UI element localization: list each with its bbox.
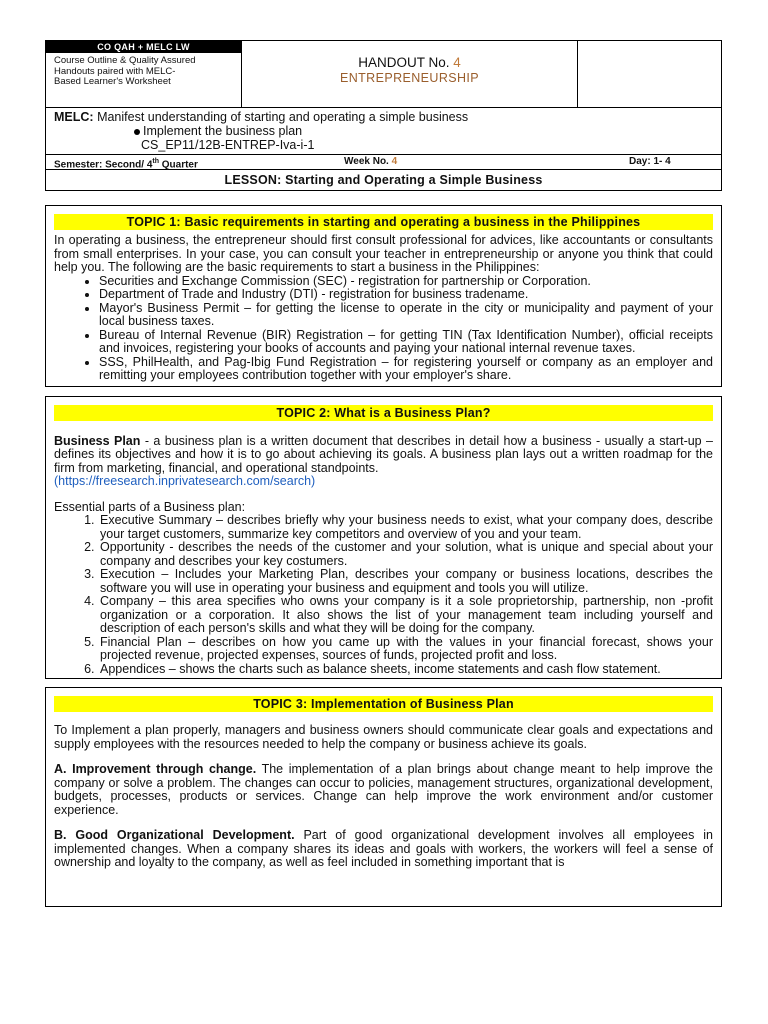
- melc-block: [45, 107, 722, 154]
- requirements-list: [54, 275, 713, 383]
- melc-label: MELC:: [54, 110, 94, 124]
- header-description: [46, 53, 241, 88]
- melc-code: CS_EP11/12B-ENTREP-Iva-i-1: [141, 138, 315, 152]
- melc-line: [54, 110, 715, 124]
- business-plan-definition: [54, 435, 713, 476]
- list-item: 5. Financial Plan – describes on how you came up with the values in your financial forecast, shows your projected revenue, projected expenses, sources of funds, projected profit and loss.: [98, 636, 713, 663]
- topic2-section: [45, 396, 722, 680]
- bullet-icon: [134, 129, 140, 135]
- topic3-title: TOPIC 3: Implementation of Business Plan: [54, 696, 713, 712]
- semester-quarter: Quarter: [158, 159, 198, 171]
- list-item: • Mayor's Business Permit – for getting the license to operate in the city or municipality and payment of your local business taxes.: [99, 302, 713, 329]
- topic1-section: [45, 205, 722, 387]
- week-label: Week No.: [344, 156, 389, 167]
- list-item: • Bureau of Internal Revenue (BIR) Registration – for getting TIN (Tax Identification Number), official receipts and invoices, registering your books of accounts and paying your national internal revenue taxes.: [99, 329, 713, 356]
- organizational-paragraph: [54, 829, 713, 870]
- topic1-intro: In operating a business, the entrepreneur should first consult professional for advices, like accountants or consultants from small enterprises. In your case, you can consult your teacher in entrepreneurship or anyone you think that could help you. The following are the basic requirements to start a business in the Philippines:: [54, 233, 713, 274]
- business-plan-term: Business Plan: [54, 433, 141, 448]
- melc-bullet: Implement the business plan: [143, 124, 303, 138]
- day-info: Day: 1- 4: [629, 156, 671, 167]
- handout-number: 4: [453, 55, 461, 70]
- header-right-cell: [578, 41, 721, 107]
- header-left-cell: [46, 41, 242, 107]
- list-item: 2. Opportunity - describes the needs of the customer and your solution, what is unique and special about your company and describes your key costumers.: [98, 541, 713, 568]
- header-title-cell: [242, 41, 578, 107]
- melc-bullet-line: [54, 124, 715, 138]
- business-plan-text: - a business plan is a written document that describes in detail how a business - usually a start-up – defines its objectives and how it is to go about achieving its goals. A business plan lays out a written roadmap for the firm from marketing, financial, and operational standpoints.: [54, 433, 714, 475]
- topic1-title: TOPIC 1: Basic requirements in starting and operating a business in the Philippines: [54, 214, 713, 230]
- semester-info: [54, 155, 344, 169]
- week-info: [344, 155, 629, 169]
- list-item: 1. Executive Summary – describes briefly why your business needs to exist, what your company does, describe your target customers, summarize key competitors and overview of you and your team.: [98, 514, 713, 541]
- list-item: • Department of Trade and Industry (DTI) - registration for business tradename.: [99, 288, 713, 302]
- lesson-title: LESSON: Starting and Operating a Simple Business: [45, 169, 722, 191]
- header-description-line: Handouts paired with MELC-: [54, 65, 176, 77]
- improvement-heading: A. Improvement through change.: [54, 762, 257, 776]
- list-item: 4. Company – this area specifies who owns your company is it a sole proprietorship, partnership, non -profit organization or a corporation. It also shows the list of your management team including yourself and description of each person's skills and what they will be doing for the company.: [98, 595, 713, 636]
- parts-intro: Essential parts of a Business plan:: [54, 499, 246, 514]
- topic2-title: TOPIC 2: What is a Business Plan?: [54, 405, 713, 421]
- improvement-paragraph: [54, 763, 713, 817]
- list-item: • SSS, PhilHealth, and Pag-Ibig Fund Registration – for registering yourself or company as an employer and remitting your employees contribution together with your employer's share.: [99, 356, 713, 383]
- header-description-line: Based Learner's Worksheet: [54, 76, 171, 87]
- improvement-text: The implementation of a plan brings about change meant to help improve the company or solve a problem. The changes can occur to policies, management structures, organizational development, budgets, processes, products or services. Change can help improve the work environment and/or customer experience.: [54, 762, 713, 817]
- source-link[interactable]: (https://freesearch.inprivatesearch.com/search): [54, 474, 316, 488]
- week-number: 4: [391, 156, 398, 167]
- handout-header: [45, 40, 722, 107]
- topic3-section: [45, 687, 722, 907]
- semester-row: [45, 154, 722, 169]
- semester-text: Semester: Second/ 4: [54, 159, 153, 171]
- handout-title: [242, 55, 577, 70]
- melc-text: Manifest understanding of starting and operating a simple business: [97, 110, 469, 124]
- parts-list: [54, 514, 713, 676]
- list-item: • Securities and Exchange Commission (SEC) - registration for partnership or Corporation.: [99, 275, 713, 289]
- organizational-text: Part of good organizational development involves all employees in implemented changes. When a company shares its ideas and goals with workers, the workers will feel a sense of ownership and loyalty to the company, as well as feel included in something important that is: [54, 828, 713, 869]
- subject-title: ENTREPRENEURSHIP: [339, 71, 480, 85]
- topic3-intro: To Implement a plan properly, managers and business owners should communicate clear goals and expectations and supply employees with the resources needed to help the company or business achieve its goals.: [54, 723, 713, 751]
- header-badge: CO QAH + MELC LW: [46, 41, 241, 53]
- handout-page: [45, 40, 722, 907]
- list-item: 6. Appendices – shows the charts such as balance sheets, income statements and cash flow statement.: [98, 663, 713, 677]
- semester-sup: th: [152, 158, 159, 165]
- organizational-heading: B. Good Organizational Development.: [54, 828, 295, 842]
- handout-prefix: HANDOUT No.: [358, 55, 450, 70]
- header-description-line: Course Outline & Quality Assured: [54, 55, 196, 66]
- list-item: 3. Execution – Includes your Marketing Plan, describes your company or business locations, describes the software you will use in operating your business and equipment and tools you will utilize.: [98, 568, 713, 595]
